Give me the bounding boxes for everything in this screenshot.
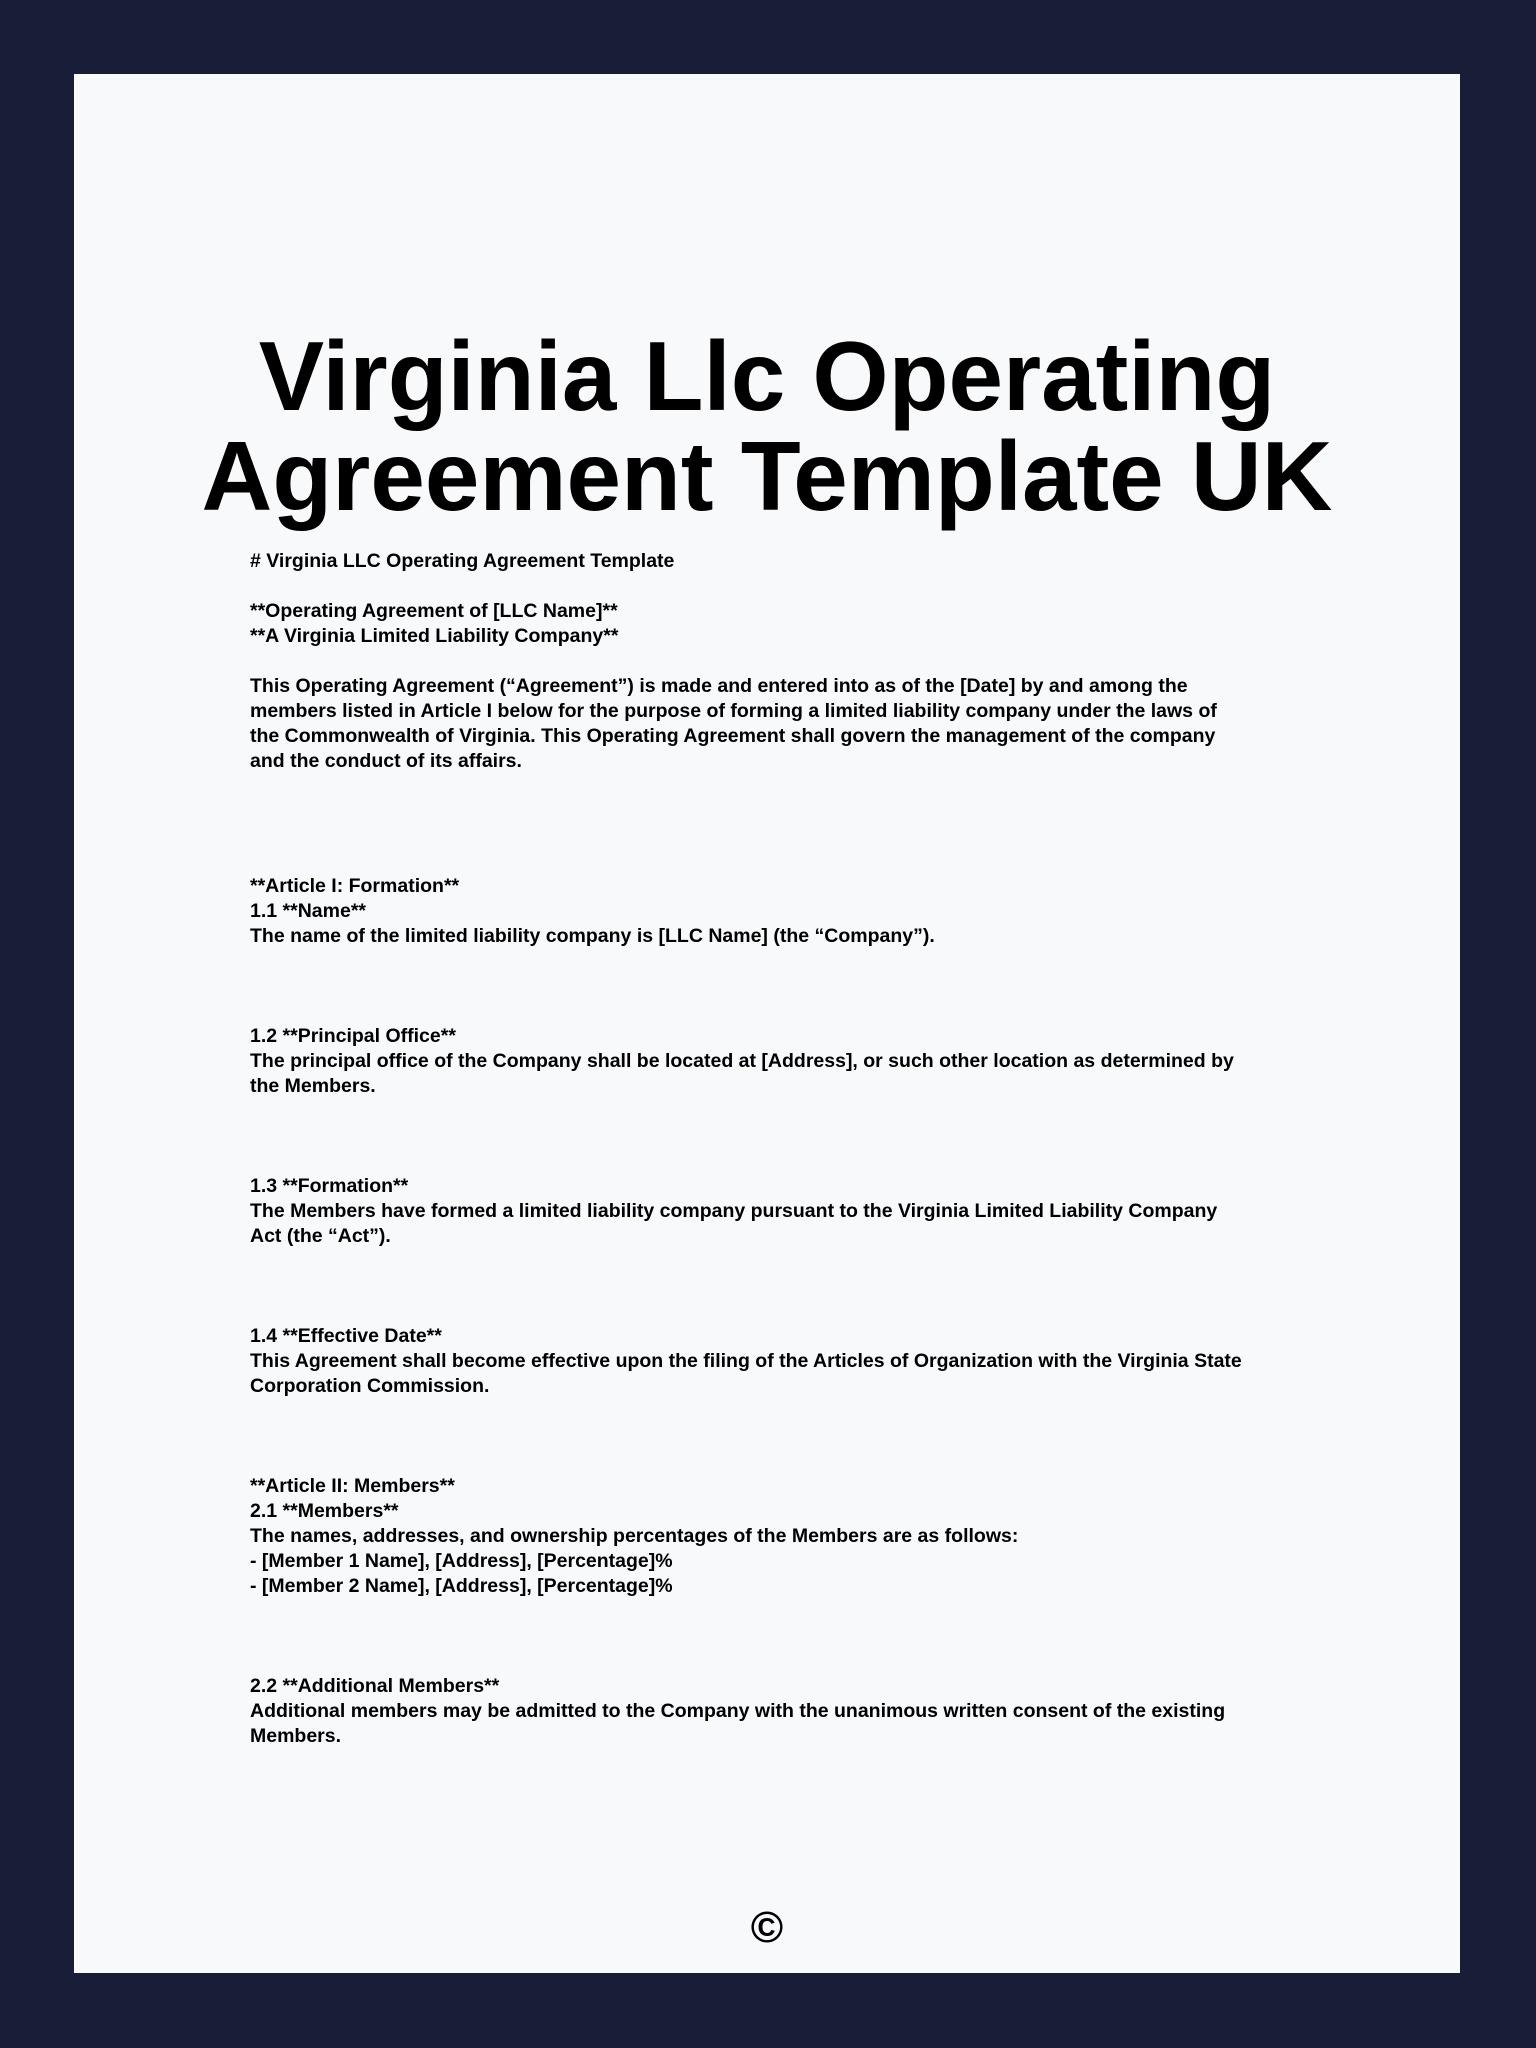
text-line: The names, addresses, and ownership percentages of the Members are as follows:	[250, 1525, 1019, 1547]
copyright-icon: ©	[750, 1903, 784, 1952]
doc-heading	[250, 549, 1310, 574]
text-line: members listed in Article I below for the purpose of forming a limited liability company under the laws of	[250, 700, 1217, 722]
page-title	[74, 321, 1460, 531]
text-line: - [Member 2 Name], [Address], [Percentage]%	[250, 1575, 673, 1597]
text-line: Members.	[250, 1725, 342, 1747]
doc-subtitle	[250, 599, 1310, 649]
text-line: and the conduct of its affairs.	[250, 750, 522, 772]
section-1-3	[250, 1174, 1310, 1249]
section-1-2	[250, 1024, 1310, 1099]
text-line: 1.1 **Name**	[250, 900, 366, 922]
text-line: 1.4 **Effective Date**	[250, 1325, 442, 1347]
text-line: This Agreement shall become effective upon the filing of the Articles of Organization with the Virginia State	[250, 1350, 1242, 1372]
text-line: Act (the “Act”).	[250, 1225, 391, 1247]
text-line: - [Member 1 Name], [Address], [Percentage]%	[250, 1550, 673, 1572]
section-1-1	[250, 874, 1310, 949]
section-1-4	[250, 1324, 1310, 1399]
text-line: The name of the limited liability company is [LLC Name] (the “Company”).	[250, 925, 935, 947]
heading-text: # Virginia LLC Operating Agreement Template	[250, 550, 675, 572]
text-line: the Members.	[250, 1075, 376, 1097]
title-line-1: Virginia Llc Operating	[258, 321, 1276, 431]
text-line: This Operating Agreement (“Agreement”) is made and entered into as of the [Date] by and among the	[250, 675, 1188, 697]
text-line: The principal office of the Company shall be located at [Address], or such other location as determined by	[250, 1050, 1234, 1072]
text-line: 2.1 **Members**	[250, 1500, 399, 1522]
text-line: Corporation Commission.	[250, 1375, 490, 1397]
document-page	[74, 74, 1460, 1973]
text-line: **Article I: Formation**	[250, 875, 460, 897]
section-2-2	[250, 1674, 1310, 1749]
text-line: the Commonwealth of Virginia. This Operating Agreement shall govern the management of the company	[250, 725, 1216, 747]
text-line: The Members have formed a limited liability company pursuant to the Virginia Limited Liability Company	[250, 1200, 1218, 1222]
text-line: **Article II: Members**	[250, 1475, 455, 1497]
section-2-1	[250, 1474, 1310, 1599]
text-line: 1.2 **Principal Office**	[250, 1025, 456, 1047]
subtitle-line: **A Virginia Limited Liability Company**	[250, 625, 619, 647]
subtitle-line: **Operating Agreement of [LLC Name]**	[250, 600, 618, 622]
text-line: 1.3 **Formation**	[250, 1175, 409, 1197]
title-line-2: Agreement Template UK	[201, 421, 1333, 531]
intro-paragraph	[250, 674, 1310, 774]
text-line: 2.2 **Additional Members**	[250, 1675, 500, 1697]
text-line: Additional members may be admitted to the Company with the unanimous written consent of the existing	[250, 1700, 1226, 1722]
